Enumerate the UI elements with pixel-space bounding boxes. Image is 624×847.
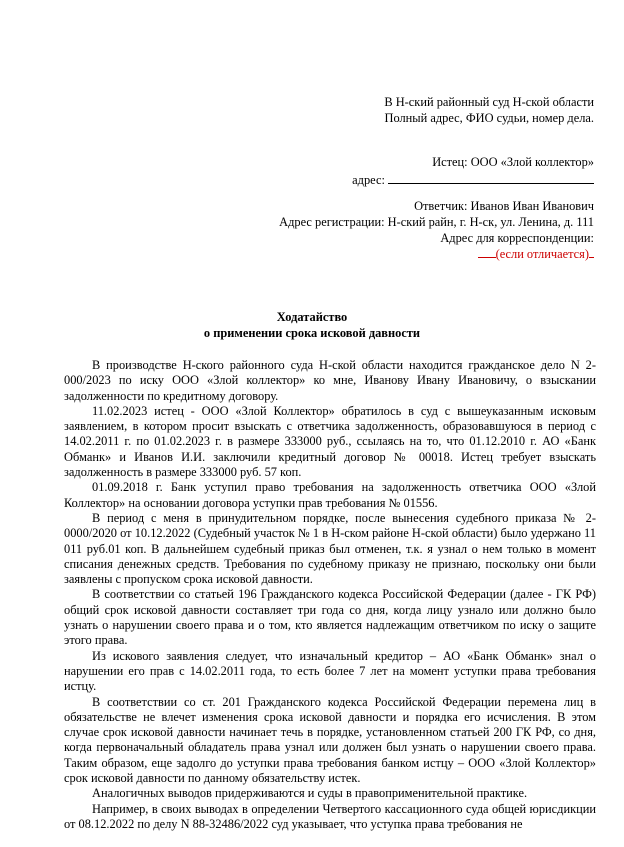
paragraph: В производстве Н-ского районного суда Н-ской области находится гражданское дело N 2-000/2023 по иску ООО «Злой коллектор» ко мне, Иванову Ивану Ивановичу, о взыскании задолженности по кредитному договору. xyxy=(64,358,596,403)
document-title: Ходатайство xyxy=(276,310,348,324)
plaintiff-address xyxy=(352,172,594,188)
paragraph: В период с меня в принудительном порядке, после вынесения судебного приказа № 2-0000/2020 от 10.12.2022 (Судебный участок № 1 в Н-ском районе Н-ской области) было удержано 11 011 руб.01 коп. В дальнейшем судебный приказ был отменен, т.к. я узнал о нем только в момент списания денежных средств. Требования по судебному приказу не признаю, поскольку они были заявлены с пропуском срока исковой давности. xyxy=(64,510,596,587)
correspondence-blank-line xyxy=(478,246,496,258)
correspondence-address xyxy=(478,246,594,262)
document-subtitle: о применении срока исковой давности xyxy=(203,326,421,340)
court-name: В Н-ский районный суд Н-ской области xyxy=(384,95,594,109)
court-details: Полный адрес, ФИО судьи, номер дела. xyxy=(384,111,594,125)
address-label: адрес: xyxy=(352,173,385,187)
defendant: Ответчик: Иванов Иван Иванович xyxy=(414,199,594,213)
plaintiff: Истец: ООО «Злой коллектор» xyxy=(432,155,594,169)
paragraph: 11.02.2023 истец - ООО «Злой Коллектор» обратилось в суд с вышеуказанным исковым заявлением, в котором просит взыскать с ответчика задолженность, образовавшуюся в период с 14.02.2011 г. по 01.02.2023 г. в размере 333000 руб., ссылаясь на то, что 01.12.2010 г. АО «Банк Обманк» и Иванов И.И. заключили кредитный договор № 00018. Истец требует взыскать задолженность в размере 333000 руб. 57 коп. xyxy=(64,403,596,480)
paragraph: В соответствии со ст. 201 Гражданского кодекса Российской Федерации перемена лиц в обязательстве не влечет изменения срока исковой давности и порядка его исчисления. В этом случае срок исковой давности начинает течь в порядке, установленном статьей 200 ГК РФ, со дня, когда первоначальный обладатель права узнал или должен был узнать о нарушении своего права. Таким образом, еще задолго до уступки права требования банком истцу – ООО «Злой Коллектор» срок исковой давности по данному обязательству истек. xyxy=(64,694,596,786)
correspondence-label: Адрес для корреспонденции: xyxy=(440,231,594,245)
paragraph: 01.09.2018 г. Банк уступил право требования на задолженность ответчика ООО «Злой Коллектор» на основании договора уступки прав требования № 01556. xyxy=(64,480,596,510)
paragraph: Например, в своих выводах в определении Четвертого кассационного суда общей юрисдикции от 08.12.2022 по делу N 88-32486/2022 суд указывает, что уступка права требования не xyxy=(64,801,596,831)
correspondence-note: (если отличается) xyxy=(495,247,589,261)
registration-address: Адрес регистрации: Н-ский райн, г. Н-ск, ул. Ленина, д. 111 xyxy=(279,215,594,229)
paragraph: В соответствии со статьей 196 Гражданского кодекса Российской Федерации (далее - ГК РФ) общий срок исковой давности составляет три года со дня, когда лицу узнало или должно было узнать о нарушении своего права и о том, кто является надлежащим ответчиком по иску о защите этого права. xyxy=(64,587,596,648)
document-body xyxy=(64,358,596,832)
paragraph: Из искового заявления следует, что изначальный кредитор – АО «Банк Обманк» знал о нарушении его прав с 14.02.2011 года, то есть более 7 лет на момент уступки права требования истцу. xyxy=(64,648,596,694)
address-blank-line xyxy=(388,172,594,184)
correspondence-blank-tail xyxy=(589,246,594,258)
paragraph: Аналогичных выводов придерживаются и суды в правоприменительной практике. xyxy=(92,786,528,801)
